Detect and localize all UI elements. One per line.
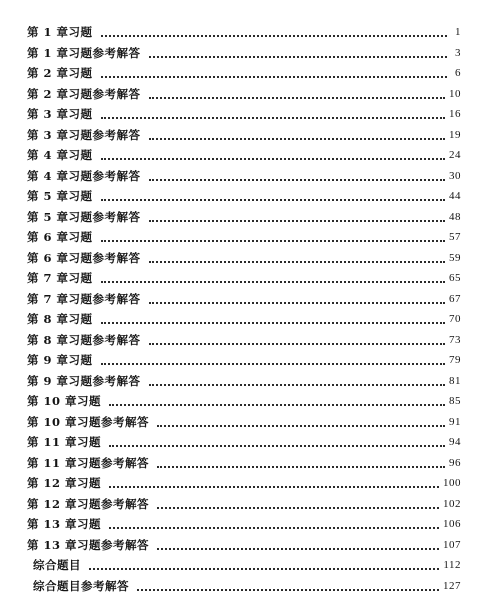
toc-dot-leader <box>101 279 445 283</box>
toc-entry[interactable] <box>0 473 501 494</box>
toc-entry-title: 第 5 章习题 <box>27 189 93 204</box>
toc-page-number: 57 <box>449 231 461 244</box>
toc-dot-leader <box>149 382 445 386</box>
toc-page-number: 44 <box>449 190 461 203</box>
toc-entry-title: 第 6 章习题 <box>27 230 93 245</box>
toc-dot-leader <box>157 464 445 468</box>
toc-dot-leader <box>101 74 447 78</box>
toc-entry[interactable] <box>0 125 501 146</box>
toc-page-number: 48 <box>449 210 461 223</box>
toc-dot-leader <box>101 33 447 37</box>
toc-entry[interactable] <box>0 494 501 515</box>
toc-page-number: 30 <box>449 169 461 182</box>
toc-entry[interactable] <box>0 43 501 64</box>
toc-entry-title: 第 10 章习题参考解答 <box>27 414 150 429</box>
toc-entry-title: 第 11 章习题参考解答 <box>27 455 150 470</box>
toc-page-number: 6 <box>455 67 461 80</box>
toc-entry[interactable] <box>0 22 501 43</box>
toc-entry[interactable] <box>0 432 501 453</box>
toc-entry-title: 第 13 章习题参考解答 <box>27 537 150 552</box>
toc-page-number: 91 <box>449 415 461 428</box>
toc-dot-leader <box>149 136 445 140</box>
toc-entry[interactable] <box>0 248 501 269</box>
toc-page-number: 107 <box>443 538 461 551</box>
toc-page-number: 59 <box>449 251 461 264</box>
toc-entry[interactable] <box>0 412 501 433</box>
toc-entry-title: 第 10 章习题 <box>27 394 102 409</box>
toc-entry-title: 第 12 章习题 <box>27 476 102 491</box>
toc-page-number: 70 <box>449 313 461 326</box>
toc-dot-leader <box>149 177 445 181</box>
toc-page-number: 73 <box>449 333 461 346</box>
toc-entry[interactable] <box>0 330 501 351</box>
toc-dot-leader <box>109 402 445 406</box>
toc-entry-title: 第 5 章习题参考解答 <box>27 209 141 224</box>
toc-entry[interactable] <box>0 84 501 105</box>
toc-entry[interactable] <box>0 166 501 187</box>
toc-dot-leader <box>101 156 445 160</box>
toc-page-number: 102 <box>443 497 461 510</box>
toc-entry[interactable] <box>0 145 501 166</box>
toc-entry[interactable] <box>0 268 501 289</box>
toc-page-number: 96 <box>449 456 461 469</box>
toc-dot-leader <box>89 566 439 570</box>
toc-entry[interactable] <box>0 227 501 248</box>
toc-dot-leader <box>137 587 439 591</box>
toc-dot-leader <box>157 505 439 509</box>
toc-entry-title: 第 9 章习题参考解答 <box>27 373 141 388</box>
toc-entry[interactable] <box>0 63 501 84</box>
toc-entry[interactable] <box>0 576 501 597</box>
toc-entry[interactable] <box>0 186 501 207</box>
toc-entry-title: 第 12 章习题参考解答 <box>27 496 150 511</box>
toc-page-number: 3 <box>455 46 461 59</box>
toc-entry-title: 第 8 章习题 <box>27 312 93 327</box>
toc-entry[interactable] <box>0 453 501 474</box>
toc-entry-title: 第 2 章习题 <box>27 66 93 81</box>
toc-page-number: 100 <box>443 477 461 490</box>
toc-entry-title: 综合题目 <box>33 558 81 573</box>
toc-entry-title: 第 3 章习题 <box>27 107 93 122</box>
toc-page-number: 10 <box>449 87 461 100</box>
toc-dot-leader <box>109 443 445 447</box>
toc-entry-title: 第 13 章习题 <box>27 517 102 532</box>
toc-dot-leader <box>109 484 439 488</box>
toc-entry-title: 第 7 章习题 <box>27 271 93 286</box>
toc-page-number: 112 <box>443 559 461 572</box>
toc-page-number: 24 <box>449 149 461 162</box>
toc-page-number: 106 <box>443 518 461 531</box>
toc-entry-title: 第 11 章习题 <box>27 435 102 450</box>
toc-dot-leader <box>157 546 439 550</box>
toc-entry-title: 第 6 章习题参考解答 <box>27 250 141 265</box>
toc-entry-title: 第 8 章习题参考解答 <box>27 332 141 347</box>
toc-page-number: 67 <box>449 292 461 305</box>
toc-entry[interactable] <box>0 309 501 330</box>
toc-entry-title: 第 7 章习题参考解答 <box>27 291 141 306</box>
table-of-contents <box>0 22 501 596</box>
toc-dot-leader <box>149 95 445 99</box>
toc-entry[interactable] <box>0 555 501 576</box>
toc-page-number: 85 <box>449 395 461 408</box>
toc-dot-leader <box>109 525 439 529</box>
toc-entry-title: 第 3 章习题参考解答 <box>27 127 141 142</box>
toc-entry-title: 第 4 章习题参考解答 <box>27 168 141 183</box>
toc-entry[interactable] <box>0 371 501 392</box>
toc-dot-leader <box>101 361 445 365</box>
toc-entry[interactable] <box>0 207 501 228</box>
toc-dot-leader <box>101 238 445 242</box>
toc-dot-leader <box>149 259 445 263</box>
toc-entry-title: 第 1 章习题 <box>27 25 93 40</box>
toc-dot-leader <box>101 197 445 201</box>
toc-dot-leader <box>157 423 445 427</box>
toc-page-number: 94 <box>449 436 461 449</box>
toc-dot-leader <box>149 218 445 222</box>
toc-entry[interactable] <box>0 514 501 535</box>
toc-entry[interactable] <box>0 289 501 310</box>
toc-entry-title: 第 1 章习题参考解答 <box>27 45 141 60</box>
toc-page-number: 16 <box>449 108 461 121</box>
toc-page-number: 19 <box>449 128 461 141</box>
toc-dot-leader <box>149 54 447 58</box>
toc-entry-title: 第 9 章习题 <box>27 353 93 368</box>
toc-entry-title: 第 4 章习题 <box>27 148 93 163</box>
toc-page-number: 1 <box>455 26 461 39</box>
toc-page-number: 79 <box>449 354 461 367</box>
toc-entry[interactable] <box>0 350 501 371</box>
toc-dot-leader <box>101 115 445 119</box>
toc-dot-leader <box>149 300 445 304</box>
toc-entry[interactable] <box>0 391 501 412</box>
toc-entry-title: 第 2 章习题参考解答 <box>27 86 141 101</box>
toc-entry[interactable] <box>0 535 501 556</box>
toc-entry-title: 综合题目参考解答 <box>33 578 129 593</box>
toc-page-number: 81 <box>449 374 461 387</box>
toc-page-number: 127 <box>443 579 461 592</box>
toc-dot-leader <box>101 320 445 324</box>
toc-entry[interactable] <box>0 104 501 125</box>
toc-dot-leader <box>149 341 445 345</box>
toc-page-number: 65 <box>449 272 461 285</box>
